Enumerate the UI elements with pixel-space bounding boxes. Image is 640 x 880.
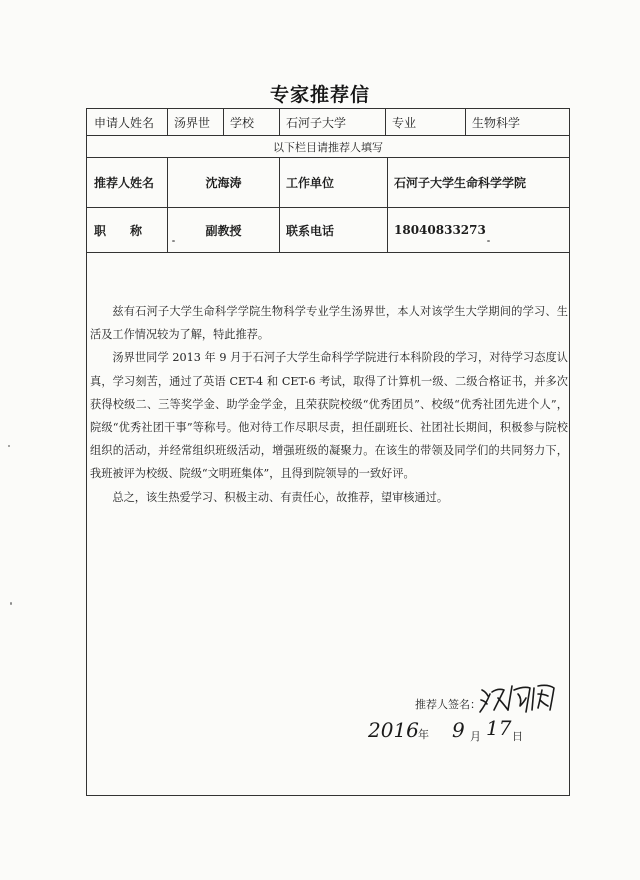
date-day: 17 <box>486 716 512 740</box>
school-label: 学校 <box>223 109 279 135</box>
phone-label: 联系电话 <box>279 208 387 252</box>
applicant-name-label: 申请人姓名 <box>94 115 155 130</box>
section-header-row <box>87 136 569 158</box>
major-value: 生物科学 <box>465 109 571 135</box>
phone-value: 18040833273 <box>387 208 571 252</box>
letter-body <box>90 300 568 509</box>
signature-date <box>368 714 528 750</box>
date-year: 2016 <box>368 718 419 742</box>
scan-speck <box>8 445 10 447</box>
recommender-name-label: 推荐人姓名 <box>94 176 155 190</box>
title-label: 职 称 <box>94 223 143 238</box>
letter-paragraph: 汤界世同学 2013 年 9 月于石河子大学生命科学学院进行本科阶段的学习，对待学习态度认真，学习刻苦，通过了英语 CET-4 和 CET-6 考试，取得了计算机一级、二级合格证书，并多次获得校级二、三等奖学金、助学金学金，且荣获院校级“优秀团员”、校级“优秀社团先进个人”，院级“优秀社团干事”等称号。他对待工作尽职尽责，担任副班长、社团社长期间，积极参与院校组织的活动，并经常组织班级活动，增强班级的凝聚力。在该生的带领及同学们的共同努力下，我班被评为校级、院级“文明班集体”，且得到院领导的一致好评。 <box>90 351 568 481</box>
major-label: 专业 <box>385 109 465 135</box>
school-value: 石河子大学 <box>279 109 385 135</box>
scan-speck <box>487 240 490 242</box>
scan-speck <box>10 602 12 605</box>
date-month: 9 <box>452 718 465 742</box>
date-day-unit: 日 <box>512 730 523 743</box>
handwritten-signature <box>478 680 570 714</box>
date-month-unit: 月 <box>470 730 481 743</box>
work-unit-value: 石河子大学生命科学学院 <box>387 158 571 207</box>
title-value: 副教授 <box>167 208 279 252</box>
applicant-name-value: 汤界世 <box>167 109 223 135</box>
signature-label: 推荐人签名： <box>415 698 481 711</box>
date-year-unit: 年 <box>418 728 429 741</box>
title-phone-row <box>87 208 569 253</box>
recommender-name-value: 沈海涛 <box>167 158 279 207</box>
work-unit-label: 工作单位 <box>279 158 387 207</box>
page-title: 专家推荐信 <box>269 84 370 106</box>
letter-paragraph: 总之，该生热爱学习、积极主动、有责任心，故推荐，望审核通过。 <box>112 490 449 504</box>
section-header: 以下栏目请推荐人填写 <box>273 140 383 154</box>
applicant-row <box>87 109 569 136</box>
letter-paragraph: 兹有石河子大学生命科学学院生物科学专业学生汤界世，本人对该学生大学期间的学习、生活及工作情况较为了解，特此推荐。 <box>90 305 568 342</box>
recommender-row <box>87 158 569 208</box>
scan-speck <box>172 240 175 242</box>
